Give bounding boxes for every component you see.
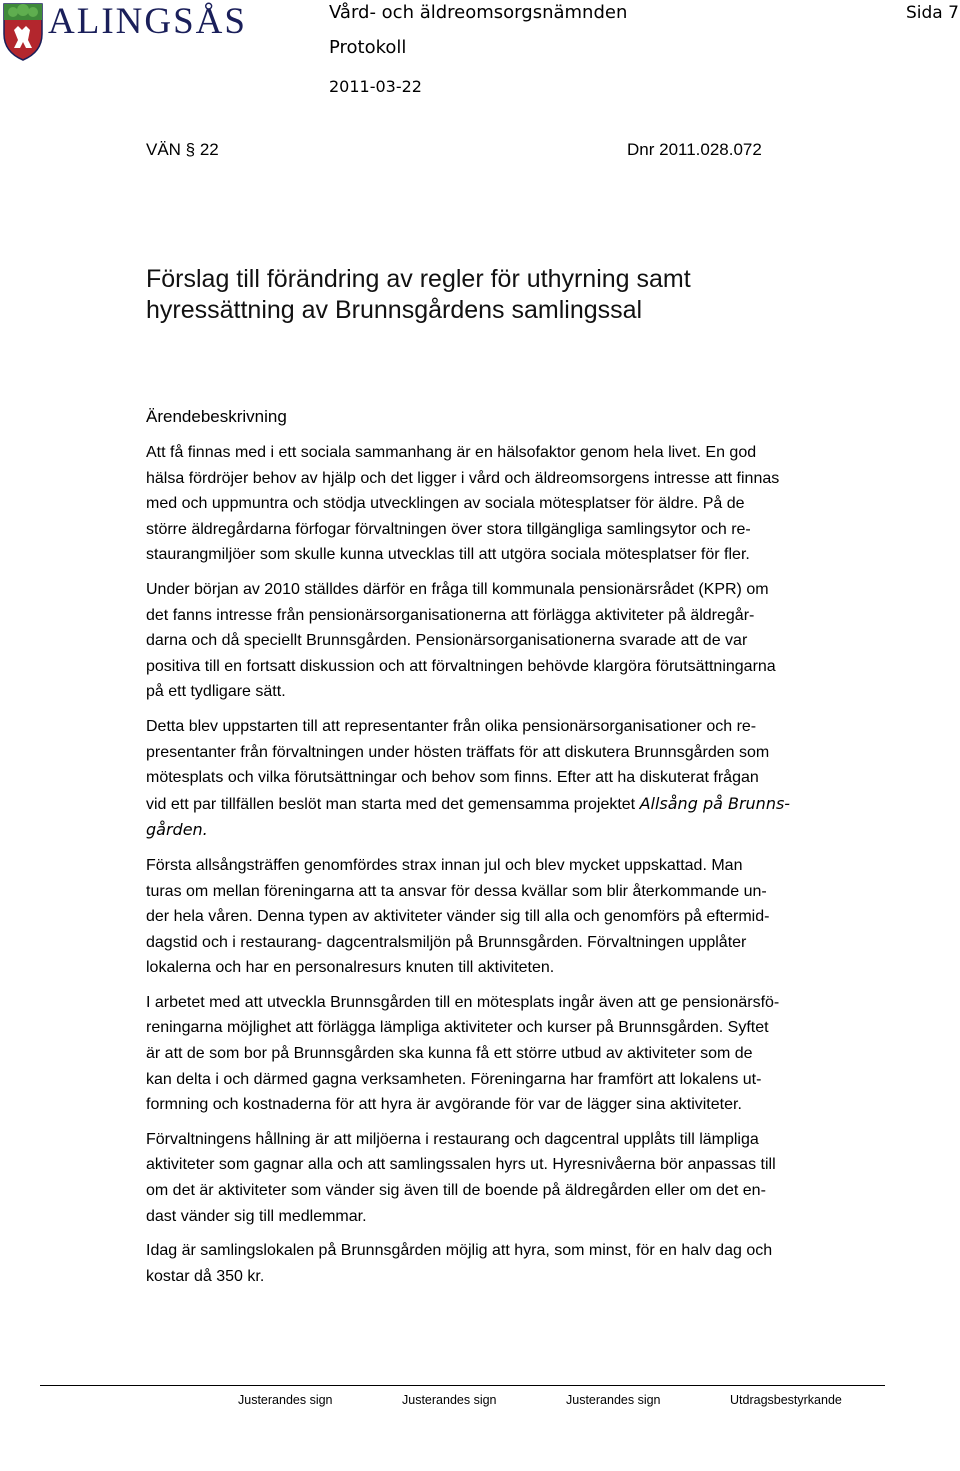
body-paragraph xyxy=(146,1238,876,1289)
paragraph-line: darna och då speciellt Brunnsgården. Pensionärsorganisationerna svarade att de var xyxy=(146,632,748,650)
project-name: Allsång på Brunns- xyxy=(639,793,791,813)
page-number: Sida 7 xyxy=(906,3,959,23)
paragraph-line: reningarna möjlighet att förlägga lämpliga aktiviteter och kurser på Brunnsgården. Syftet xyxy=(146,1019,769,1037)
paragraph-line: vid ett par tillfällen beslöt man starta med det gemensamma projektet xyxy=(146,795,640,813)
paragraph-line: presentanter från förvaltningen under hösten träffats för att diskutera Brunnsgården som xyxy=(146,743,770,761)
coat-of-arms-icon xyxy=(0,0,46,62)
paragraph-line: dagstid och i restaurang- dagcentralsmiljön på Brunnsgården. Förvaltningen upplåter xyxy=(146,933,747,951)
signature-label: Justerandes sign xyxy=(238,1393,333,1407)
paragraph-line: Idag är samlingslokalen på Brunnsgården möjlig att hyra, som minst, för en halv dag och xyxy=(146,1242,773,1260)
paragraph-line: på ett tydligare sätt. xyxy=(146,683,286,701)
title-line: Förslag till förändring av regler för uthyrning samt xyxy=(146,265,691,293)
paragraph-line: mötesplats och vilka förutsättningar och behov som finns. Efter att ha diskuterat frågan xyxy=(146,769,759,787)
case-number: Dnr 2011.028.072 xyxy=(627,140,762,159)
paragraph-line: med och uppmuntra och stödja utvecklingen av sociala mötesplatser för äldre. På de xyxy=(146,495,745,513)
paragraph-line: dast vänder sig till medlemmar. xyxy=(146,1207,367,1225)
paragraph-line: turas om mellan föreningarna att ta ansvar för dessa kvällar som blir återkommande un- xyxy=(146,882,767,900)
project-name: gården. xyxy=(146,820,208,840)
paragraph-line: aktiviteter som gagnar alla och att samlingssalen hyrs ut. Hyresnivåerna bör anpassas till xyxy=(146,1156,776,1174)
page-title xyxy=(146,264,846,326)
paragraph-line: det fanns intresse från pensionärsorganisationerna att förlägga aktiviteter på äldregår- xyxy=(146,606,755,624)
signature-label: Justerandes sign xyxy=(566,1393,661,1407)
body-paragraph xyxy=(146,1127,876,1229)
paragraph-line: större äldregårdarna förfogar förvaltningen över stora tillgängliga samlingsytor och re- xyxy=(146,520,751,538)
paragraph-line: positiva till en fortsatt diskussion och att förvaltningen behövde klargöra förutsättningarna xyxy=(146,657,776,675)
meeting-date: 2011-03-22 xyxy=(329,77,422,96)
logo-wordmark: ALINGSÅS xyxy=(48,1,247,42)
paragraph-line: är att de som bor på Brunnsgården ska kunna få ett större utbud av aktiviteter som de xyxy=(146,1045,753,1063)
municipality-logo xyxy=(0,0,260,62)
paragraph-line: formning och kostnaderna för att hyra är avgörande för var de lägger sina aktiviteter. xyxy=(146,1096,742,1114)
paragraph-line: Att få finnas med i ett sociala sammanhang är en hälsofaktor genom hela livet. En god xyxy=(146,444,757,461)
document-type: Protokoll xyxy=(329,37,407,58)
paragraph-number: VÄN § 22 xyxy=(146,140,219,159)
section-heading: Ärendebeskrivning xyxy=(146,407,287,426)
title-line: hyressättning av Brunnsgårdens samlingssal xyxy=(146,296,643,324)
paragraph-line: hälsa fördröjer behov av hjälp och det ligger i vård och äldreomsorgens intresse att finnas xyxy=(146,469,780,487)
paragraph-line: Förvaltningens hållning är att miljöerna i restaurang och dagcentral upplåts till lämpliga xyxy=(146,1130,759,1148)
body-paragraph xyxy=(146,577,876,705)
paragraph-line: Detta blev uppstarten till att representanter från olika pensionärsorganisationer och re- xyxy=(146,717,757,735)
paragraph-line: om det är aktiviteter som vänder sig även till de boende på äldregården eller om det en- xyxy=(146,1182,766,1200)
body-paragraph xyxy=(146,440,876,568)
paragraph-line: Första allsångsträffen genomfördes strax innan jul och blev mycket uppskattad. Man xyxy=(146,856,743,874)
paragraph-line: kostar då 350 kr. xyxy=(146,1267,265,1285)
signature-line xyxy=(40,1385,885,1386)
document-body xyxy=(146,440,876,1298)
paragraph-line: kan delta i och därmed gagna verksamheten. Föreningarna har framfört att lokalens ut- xyxy=(146,1070,762,1088)
body-paragraph xyxy=(146,853,876,981)
paragraph-line: Under början av 2010 ställdes därför en fråga till kommunala pensionärsrådet (KPR) om xyxy=(146,580,769,598)
organization-name: Vård- och äldreomsorgsnämnden xyxy=(329,2,628,23)
body-paragraph xyxy=(146,990,876,1118)
paragraph-line: staurangmiljöer som skulle kunna utvecklas till att utgöra sociala mötesplatser för fler. xyxy=(146,546,750,564)
paragraph-line: I arbetet med att utveckla Brunnsgården till en mötesplats ingår även att ge pensionärsfö- xyxy=(146,993,780,1011)
paragraph-line: der hela våren. Denna typen av aktiviteter vänder sig till alla och genomförs på eftermid- xyxy=(146,908,770,926)
extract-certification-label: Utdragsbestyrkande xyxy=(730,1393,842,1407)
paragraph-line: lokalerna och har en personalresurs knuten till aktiviteten. xyxy=(146,959,555,977)
signature-label: Justerandes sign xyxy=(402,1393,497,1407)
body-paragraph xyxy=(146,714,876,844)
